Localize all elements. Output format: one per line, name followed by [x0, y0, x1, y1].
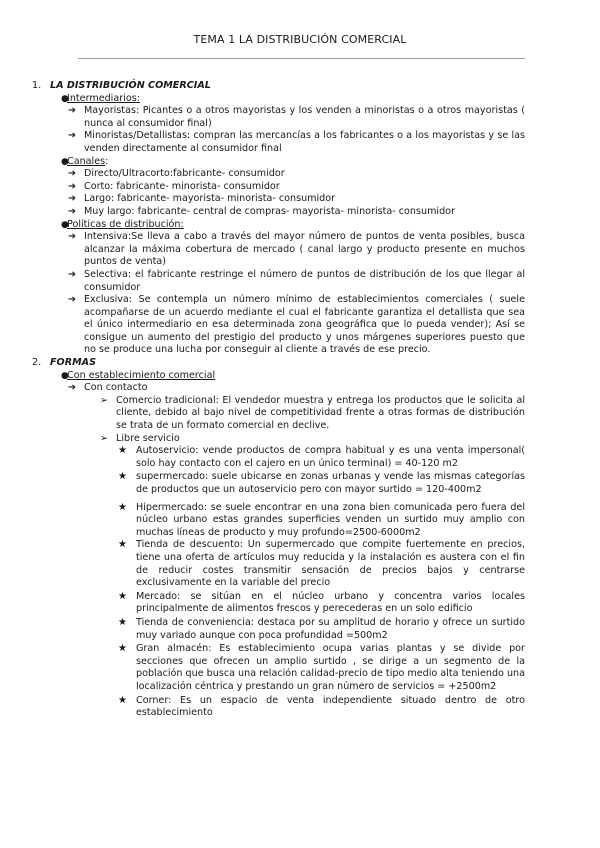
subsection-label: Intermediarios: [67, 92, 140, 104]
subsection-label: Con establecimiento comercial [67, 369, 216, 381]
list-item [0, 502, 600, 540]
section-heading [0, 357, 600, 370]
chevron-icon: ➢ [100, 432, 109, 444]
arrow-icon: ➔ [68, 193, 77, 205]
list-item [0, 445, 600, 470]
document-title: TEMA 1 LA DISTRIBUCIÓN COMERCIAL [193, 33, 407, 46]
list-item [0, 269, 600, 294]
star-icon: ★ [118, 643, 127, 655]
list-item-text: Tienda de conveniencia: destaca por su amplitud de horario y ofrece un surtido muy variado aunque con poca profundidad =500m2 [136, 616, 525, 641]
bullet-icon: ● [61, 156, 69, 167]
arrow-icon: ➔ [68, 382, 77, 394]
list-item-text: Exclusiva: Se contempla un número mínimo de establecimientos comerciales ( suele acompañarse de un acuerdo mediante el cual el fabricante garantiza el detallista que sea el único intermediario en esa determinada zona geográfica que lo pueda vender); Así se consigue un aumento del prestigio del producto y unos márgenes superiores puesto que no se produce una lucha por conseguir al cliente a través de ese precio. [84, 294, 525, 356]
list-item-text: Muy largo: fabricante- central de compras- mayorista- minorista- consumidor [84, 205, 455, 217]
list-item [0, 433, 600, 446]
list-item [0, 471, 600, 496]
list-item-text: Selectiva: el fabricante restringe el número de puntos de distribución de los que llegar al consumidor [84, 268, 525, 293]
list-item [0, 206, 600, 219]
list-item-text: Corto: fabricante- minorista- consumidor [84, 180, 280, 192]
list-item [0, 370, 600, 383]
arrow-icon: ➔ [68, 180, 77, 192]
list-item [0, 695, 600, 720]
arrow-icon: ➔ [68, 105, 77, 117]
star-icon: ★ [118, 590, 127, 602]
list-item [0, 294, 600, 357]
star-icon: ★ [118, 616, 127, 628]
list-item [0, 539, 600, 589]
list-item-text: Minoristas/Detallistas: compran las mercancías a los fabricantes o a los mayoristas y se las venden directamente al consumidor final [84, 130, 525, 154]
list-item [0, 395, 600, 433]
list-item [0, 231, 600, 269]
arrow-icon: ➔ [68, 130, 77, 142]
section-heading [0, 80, 600, 93]
list-item [0, 181, 600, 194]
section-title: FORMAS [50, 357, 96, 369]
section-number: 1. [32, 80, 42, 91]
list-item-text: Tienda de descuento: Un supermercado que compite fuertemente en precios, tiene una oferta de artículos muy reducida y la instalación es austera con el fin de reducir costes transmitir sensación de precios bajos y centrarse exclusivamente en la variable del precio [136, 539, 525, 589]
list-item [0, 382, 600, 395]
list-item-text: supermercado: suele ubicarse en zonas urbanas y vende las mismas categorías de productos que un autoservicio pero con mayor surtido = 120-400m2 [136, 471, 525, 495]
arrow-icon: ➔ [68, 231, 77, 243]
star-icon: ★ [118, 539, 127, 551]
list-item [0, 168, 600, 181]
section-number: 2. [32, 357, 42, 369]
list-item-text: Autoservicio: vende productos de compra habitual y es una venta impersonal( solo hay contacto con el cajero en un único terminal) = 40-120 m2 [136, 445, 525, 469]
list-item-text: Mercado: se sitúan en el núcleo urbano y concentra varios locales principalmente de alimentos frescos y perecederas en un solo edificio [136, 590, 525, 615]
label-suffix: : [105, 155, 109, 167]
list-item-text: Gran almacén: Es establecimiento ocupa varias plantas y se divide por secciones que ofrecen un amplio surtido , se dirige a un segmento de la población que busca una relación calidad-precio de tipo medio alta teniendo una localización céntrica y prestando un gran número de servicios = +2500m2 [136, 643, 525, 692]
bullet-icon: ● [61, 370, 69, 381]
arrow-icon: ➔ [68, 268, 77, 280]
list-item [0, 93, 600, 106]
list-item-text: Hipermercado: se suele encontrar en una zona bien comunicada pero fuera del núcleo urbano estas grandes superficies venden un surtido muy amplio con muchas líneas de producto y muy profundo=2500-6000m2 [136, 501, 525, 538]
list-item [0, 617, 600, 642]
star-icon: ★ [118, 501, 127, 513]
subsection-label: Políticas de distribución: [67, 218, 184, 230]
star-icon: ★ [118, 471, 127, 483]
list-item-text: Comercio tradicional: El vendedor muestra y entrega los productos que le solicita al cliente, debido al bajo nivel de competitividad frente a otras formas de distribución se trata de un formato comercial en declive. [116, 394, 525, 432]
list-item-text: Mayoristas: Picantes o a otros mayoristas y los venden a minoristas o a otros mayoristas ( nunca al consumidor final) [84, 105, 525, 129]
list-item [0, 130, 600, 155]
list-item-text: Con contacto [84, 382, 148, 394]
list-item [0, 591, 600, 616]
list-item [0, 193, 600, 206]
section-title: LA DISTRIBUCIÓN COMERCIAL [50, 80, 211, 91]
list-item-text: Libre servicio [116, 432, 180, 444]
bullet-icon: ● [61, 93, 69, 104]
arrow-icon: ➔ [68, 168, 77, 180]
bullet-icon: ● [61, 219, 69, 230]
list-item-text: Directo/Ultracorto:fabricante- consumidor [84, 168, 285, 180]
arrow-icon: ➔ [68, 205, 77, 217]
list-item-text: Corner: Es un espacio de venta independiente situado dentro de otro establecimiento [136, 694, 525, 719]
chevron-icon: ➢ [100, 394, 109, 406]
list-item [0, 219, 600, 232]
document-body [0, 80, 600, 720]
star-icon: ★ [118, 445, 127, 457]
arrow-icon: ➔ [68, 294, 77, 306]
list-item [0, 105, 600, 130]
title-divider [78, 58, 525, 59]
list-item-text: Largo: fabricante- mayorista- minorista- consumidor [84, 193, 336, 205]
list-item [0, 156, 600, 169]
subsection-label: Canales [67, 155, 106, 167]
list-item-text: Intensiva:Se lleva a cabo a través del mayor número de puntos de venta posibles, busca alcanzar la máxima cobertura de mercado ( canal largo y producto presente en muchos puntos de venta) [84, 231, 525, 268]
star-icon: ★ [118, 694, 127, 706]
list-item [0, 643, 600, 693]
